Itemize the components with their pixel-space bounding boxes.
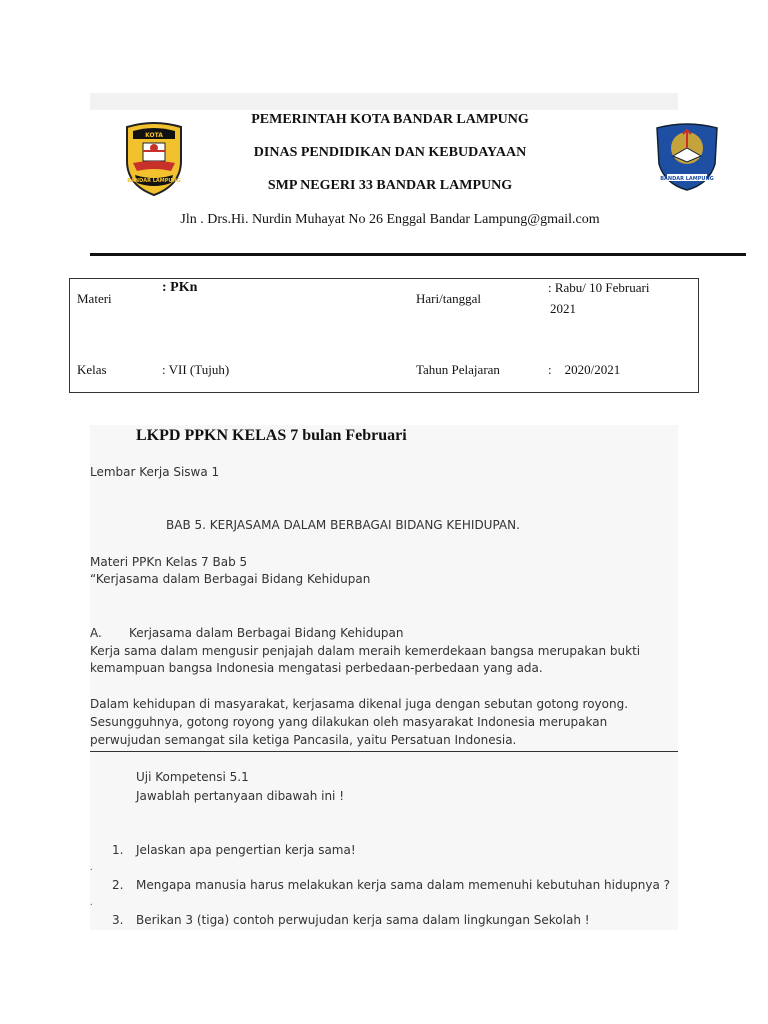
section-separator <box>90 751 678 752</box>
worksheet-subtitle: Lembar Kerja Siswa 1 <box>90 465 220 479</box>
tahun-value: : 2020/2021 <box>548 362 621 377</box>
kelas-value: : VII (Tujuh) <box>162 362 230 377</box>
svg-text:BANDAR LAMPUNG: BANDAR LAMPUNG <box>660 176 714 182</box>
answer-dot: . <box>90 862 93 873</box>
paragraph-2-line-1: Dalam kehidupan di masyarakat, kerjasama dikenal juga dengan sebutan gotong royong. <box>90 697 629 711</box>
paragraph-1-line-2: kemampuan bangsa Indonesia mengatasi perbedaan-perbedaan yang ada. <box>90 661 543 675</box>
section-a-title: Kerjasama dalam Berbagai Bidang Kehidupan <box>129 626 404 640</box>
uji-kompetensi-title: Uji Kompetensi 5.1 <box>136 770 249 784</box>
question-number: 2. <box>112 878 124 892</box>
info-table <box>69 278 699 393</box>
materi-line-1: Materi PPKn Kelas 7 Bab 5 <box>90 555 248 569</box>
tahun-label: Tahun Pelajaran <box>416 362 500 377</box>
education-office-logo <box>653 118 721 192</box>
answer-dot: . <box>90 897 93 908</box>
header-line-1: PEMERINTAH KOTA BANDAR LAMPUNG <box>251 112 529 127</box>
uji-kompetensi-instruction: Jawablah pertanyaan dibawah ini ! <box>136 789 345 803</box>
materi-value: : PKn <box>162 280 198 295</box>
header-line-3: SMP NEGERI 33 BANDAR LAMPUNG <box>267 178 513 193</box>
question-text: Mengapa manusia harus melakukan kerja sama dalam memenuhi kebutuhan hidupnya ? <box>136 878 671 892</box>
hari-value-line1: : Rabu/ 10 Februari <box>548 280 650 295</box>
section-a-marker: A. <box>90 626 102 640</box>
question-number: 3. <box>112 913 124 927</box>
hari-value-line2: 2021 <box>550 301 576 316</box>
paragraph-2-line-2: Sesungguhnya, gotong royong yang dilakukan oleh masyarakat Indonesia merupakan <box>90 715 608 729</box>
kelas-label: Kelas <box>77 362 107 377</box>
worksheet-title: LKPD PPKN KELAS 7 bulan Februari <box>136 427 407 444</box>
paragraph-2-line-3: perwujudan semangat sila ketiga Pancasila, yaitu Persatuan Indonesia. <box>90 733 517 747</box>
header-band <box>90 93 678 110</box>
school-address: Jln . Drs.Hi. Nurdin Muhayat No 26 Enggal Bandar Lampung@gmail.com <box>180 212 600 227</box>
svg-text:KOTA: KOTA <box>145 132 163 139</box>
materi-label: Materi <box>77 291 112 306</box>
header-line-2: DINAS PENDIDIKAN DAN KEBUDAYAAN <box>253 145 527 160</box>
materi-line-2: “Kerjasama dalam Berbagai Bidang Kehidupan <box>90 572 371 586</box>
question-text: Jelaskan apa pengertian kerja sama! <box>136 843 356 857</box>
chapter-heading: BAB 5. KERJASAMA DALAM BERBAGAI BIDANG KEHIDUPAN. <box>166 518 520 532</box>
paragraph-1-line-1: Kerja sama dalam mengusir penjajah dalam meraih kemerdekaan bangsa merupakan bukti <box>90 644 641 658</box>
header-divider <box>90 253 746 256</box>
svg-text:BANDAR LAMPUNG: BANDAR LAMPUNG <box>127 178 181 184</box>
question-number: 1. <box>112 843 124 857</box>
hari-label: Hari/tanggal <box>416 291 481 306</box>
question-text: Berikan 3 (tiga) contoh perwujudan kerja sama dalam lingkungan Sekolah ! <box>136 913 590 927</box>
